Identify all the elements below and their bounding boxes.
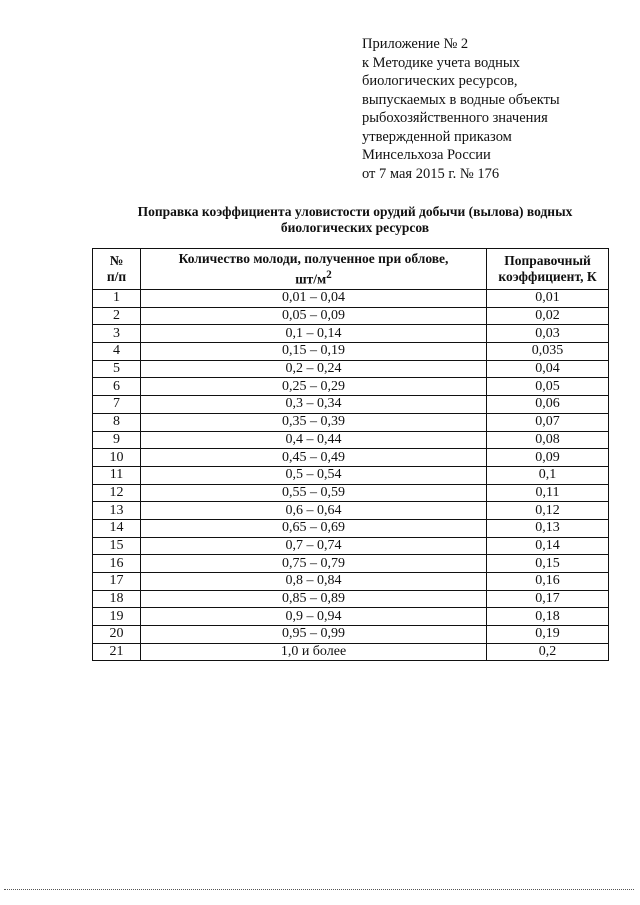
correction-coefficient-cell: 0,16	[487, 573, 609, 591]
juvenile-count-range-cell: 1,0 и более	[141, 643, 487, 661]
header-juvenile-count	[141, 249, 487, 290]
appendix-line: Минсельхоза России	[362, 147, 491, 163]
juvenile-count-range-cell: 0,85 – 0,89	[141, 590, 487, 608]
table-row	[93, 290, 609, 308]
table-row	[93, 466, 609, 484]
row-number-cell: 5	[93, 360, 141, 378]
header-range-line1: Количество молоди, полученное при облове,	[178, 250, 449, 266]
correction-coefficient-cell: 0,01	[487, 290, 609, 308]
juvenile-count-range-cell: 0,45 – 0,49	[141, 449, 487, 467]
table-row	[93, 608, 609, 626]
header-correction-coefficient	[487, 249, 609, 290]
table-row	[93, 449, 609, 467]
row-number-cell: 16	[93, 555, 141, 573]
correction-coefficient-cell: 0,2	[487, 643, 609, 661]
correction-coefficient-cell: 0,13	[487, 519, 609, 537]
table-row	[93, 343, 609, 361]
header-number-line1: №	[109, 253, 124, 268]
table-row	[93, 519, 609, 537]
correction-coefficient-cell: 0,11	[487, 484, 609, 502]
correction-coefficient-cell: 0,15	[487, 555, 609, 573]
correction-coefficient-cell: 0,07	[487, 413, 609, 431]
correction-coefficient-cell: 0,17	[487, 590, 609, 608]
correction-coefficient-cell: 0,06	[487, 396, 609, 414]
juvenile-count-range-cell: 0,25 – 0,29	[141, 378, 487, 396]
table-row	[93, 573, 609, 591]
table-row	[93, 325, 609, 343]
correction-coefficient-cell: 0,12	[487, 502, 609, 520]
table-row	[93, 590, 609, 608]
title-line: биологических ресурсов	[280, 220, 430, 235]
correction-coefficient-cell: 0,18	[487, 608, 609, 626]
table-header-row	[93, 249, 609, 290]
table-body	[93, 290, 609, 661]
row-number-cell: 4	[93, 343, 141, 361]
row-number-cell: 20	[93, 626, 141, 644]
row-number-cell: 15	[93, 537, 141, 555]
title-line: Поправка коэффициента уловистости орудий добычи (вылова) водных	[137, 204, 573, 219]
header-range-unit-exponent: 2	[326, 268, 332, 281]
row-number-cell: 2	[93, 307, 141, 325]
row-number-cell: 12	[93, 484, 141, 502]
correction-coefficient-cell: 0,035	[487, 343, 609, 361]
juvenile-count-range-cell: 0,95 – 0,99	[141, 626, 487, 644]
header-coef-line1: Поправочный	[504, 253, 591, 268]
table-row	[93, 537, 609, 555]
appendix-line: Приложение № 2	[362, 36, 469, 52]
correction-coefficient-cell: 0,04	[487, 360, 609, 378]
table-row	[93, 555, 609, 573]
coefficient-table	[92, 248, 609, 661]
row-number-cell: 9	[93, 431, 141, 449]
table-row	[93, 626, 609, 644]
appendix-line: утвержденной приказом	[362, 128, 512, 145]
row-number-cell: 1	[93, 290, 141, 308]
header-number-line2: п/п	[106, 269, 127, 284]
juvenile-count-range-cell: 0,01 – 0,04	[141, 290, 487, 308]
table-row	[93, 360, 609, 378]
juvenile-count-range-cell: 0,8 – 0,84	[141, 573, 487, 591]
appendix-line: рыбохозяйственного значения	[362, 110, 548, 126]
correction-coefficient-cell: 0,05	[487, 378, 609, 396]
table-row	[93, 378, 609, 396]
juvenile-count-range-cell: 0,65 – 0,69	[141, 519, 487, 537]
juvenile-count-range-cell: 0,9 – 0,94	[141, 608, 487, 626]
juvenile-count-range-cell: 0,75 – 0,79	[141, 555, 487, 573]
juvenile-count-range-cell: 0,6 – 0,64	[141, 502, 487, 520]
correction-coefficient-cell: 0,09	[487, 449, 609, 467]
row-number-cell: 8	[93, 413, 141, 431]
table-row	[93, 643, 609, 661]
correction-coefficient-cell: 0,03	[487, 325, 609, 343]
row-number-cell: 17	[93, 573, 141, 591]
correction-coefficient-cell: 0,1	[487, 466, 609, 484]
correction-coefficient-cell: 0,19	[487, 626, 609, 644]
juvenile-count-range-cell: 0,1 – 0,14	[141, 325, 487, 343]
appendix-header	[362, 35, 602, 183]
correction-coefficient-cell: 0,08	[487, 431, 609, 449]
juvenile-count-range-cell: 0,4 – 0,44	[141, 431, 487, 449]
header-coef-line2: коэффициент, К	[498, 269, 597, 284]
table-row	[93, 484, 609, 502]
juvenile-count-range-cell: 0,7 – 0,74	[141, 537, 487, 555]
header-number	[93, 249, 141, 290]
juvenile-count-range-cell: 0,55 – 0,59	[141, 484, 487, 502]
juvenile-count-range-cell: 0,2 – 0,24	[141, 360, 487, 378]
footer-divider	[4, 889, 634, 890]
appendix-line: к Методике учета водных	[362, 54, 520, 71]
row-number-cell: 11	[93, 466, 141, 484]
row-number-cell: 19	[93, 608, 141, 626]
juvenile-count-range-cell: 0,3 – 0,34	[141, 396, 487, 414]
appendix-line: от 7 мая 2015 г. № 176	[362, 165, 500, 182]
row-number-cell: 10	[93, 449, 141, 467]
correction-coefficient-cell: 0,14	[487, 537, 609, 555]
row-number-cell: 13	[93, 502, 141, 520]
row-number-cell: 18	[93, 590, 141, 608]
row-number-cell: 6	[93, 378, 141, 396]
correction-coefficient-cell: 0,02	[487, 307, 609, 325]
appendix-line: выпускаемых в водные объекты	[362, 91, 560, 108]
header-range-unit: шт/м	[295, 271, 327, 287]
juvenile-count-range-cell: 0,15 – 0,19	[141, 343, 487, 361]
table-row	[93, 307, 609, 325]
table-row	[93, 396, 609, 414]
table-row	[93, 502, 609, 520]
juvenile-count-range-cell: 0,5 – 0,54	[141, 466, 487, 484]
row-number-cell: 7	[93, 396, 141, 414]
juvenile-count-range-cell: 0,05 – 0,09	[141, 307, 487, 325]
juvenile-count-range-cell: 0,35 – 0,39	[141, 413, 487, 431]
table-row	[93, 431, 609, 449]
row-number-cell: 14	[93, 519, 141, 537]
table-row	[93, 413, 609, 431]
document-title	[90, 204, 620, 236]
appendix-line: биологических ресурсов,	[362, 73, 518, 89]
row-number-cell: 21	[93, 643, 141, 661]
row-number-cell: 3	[93, 325, 141, 343]
